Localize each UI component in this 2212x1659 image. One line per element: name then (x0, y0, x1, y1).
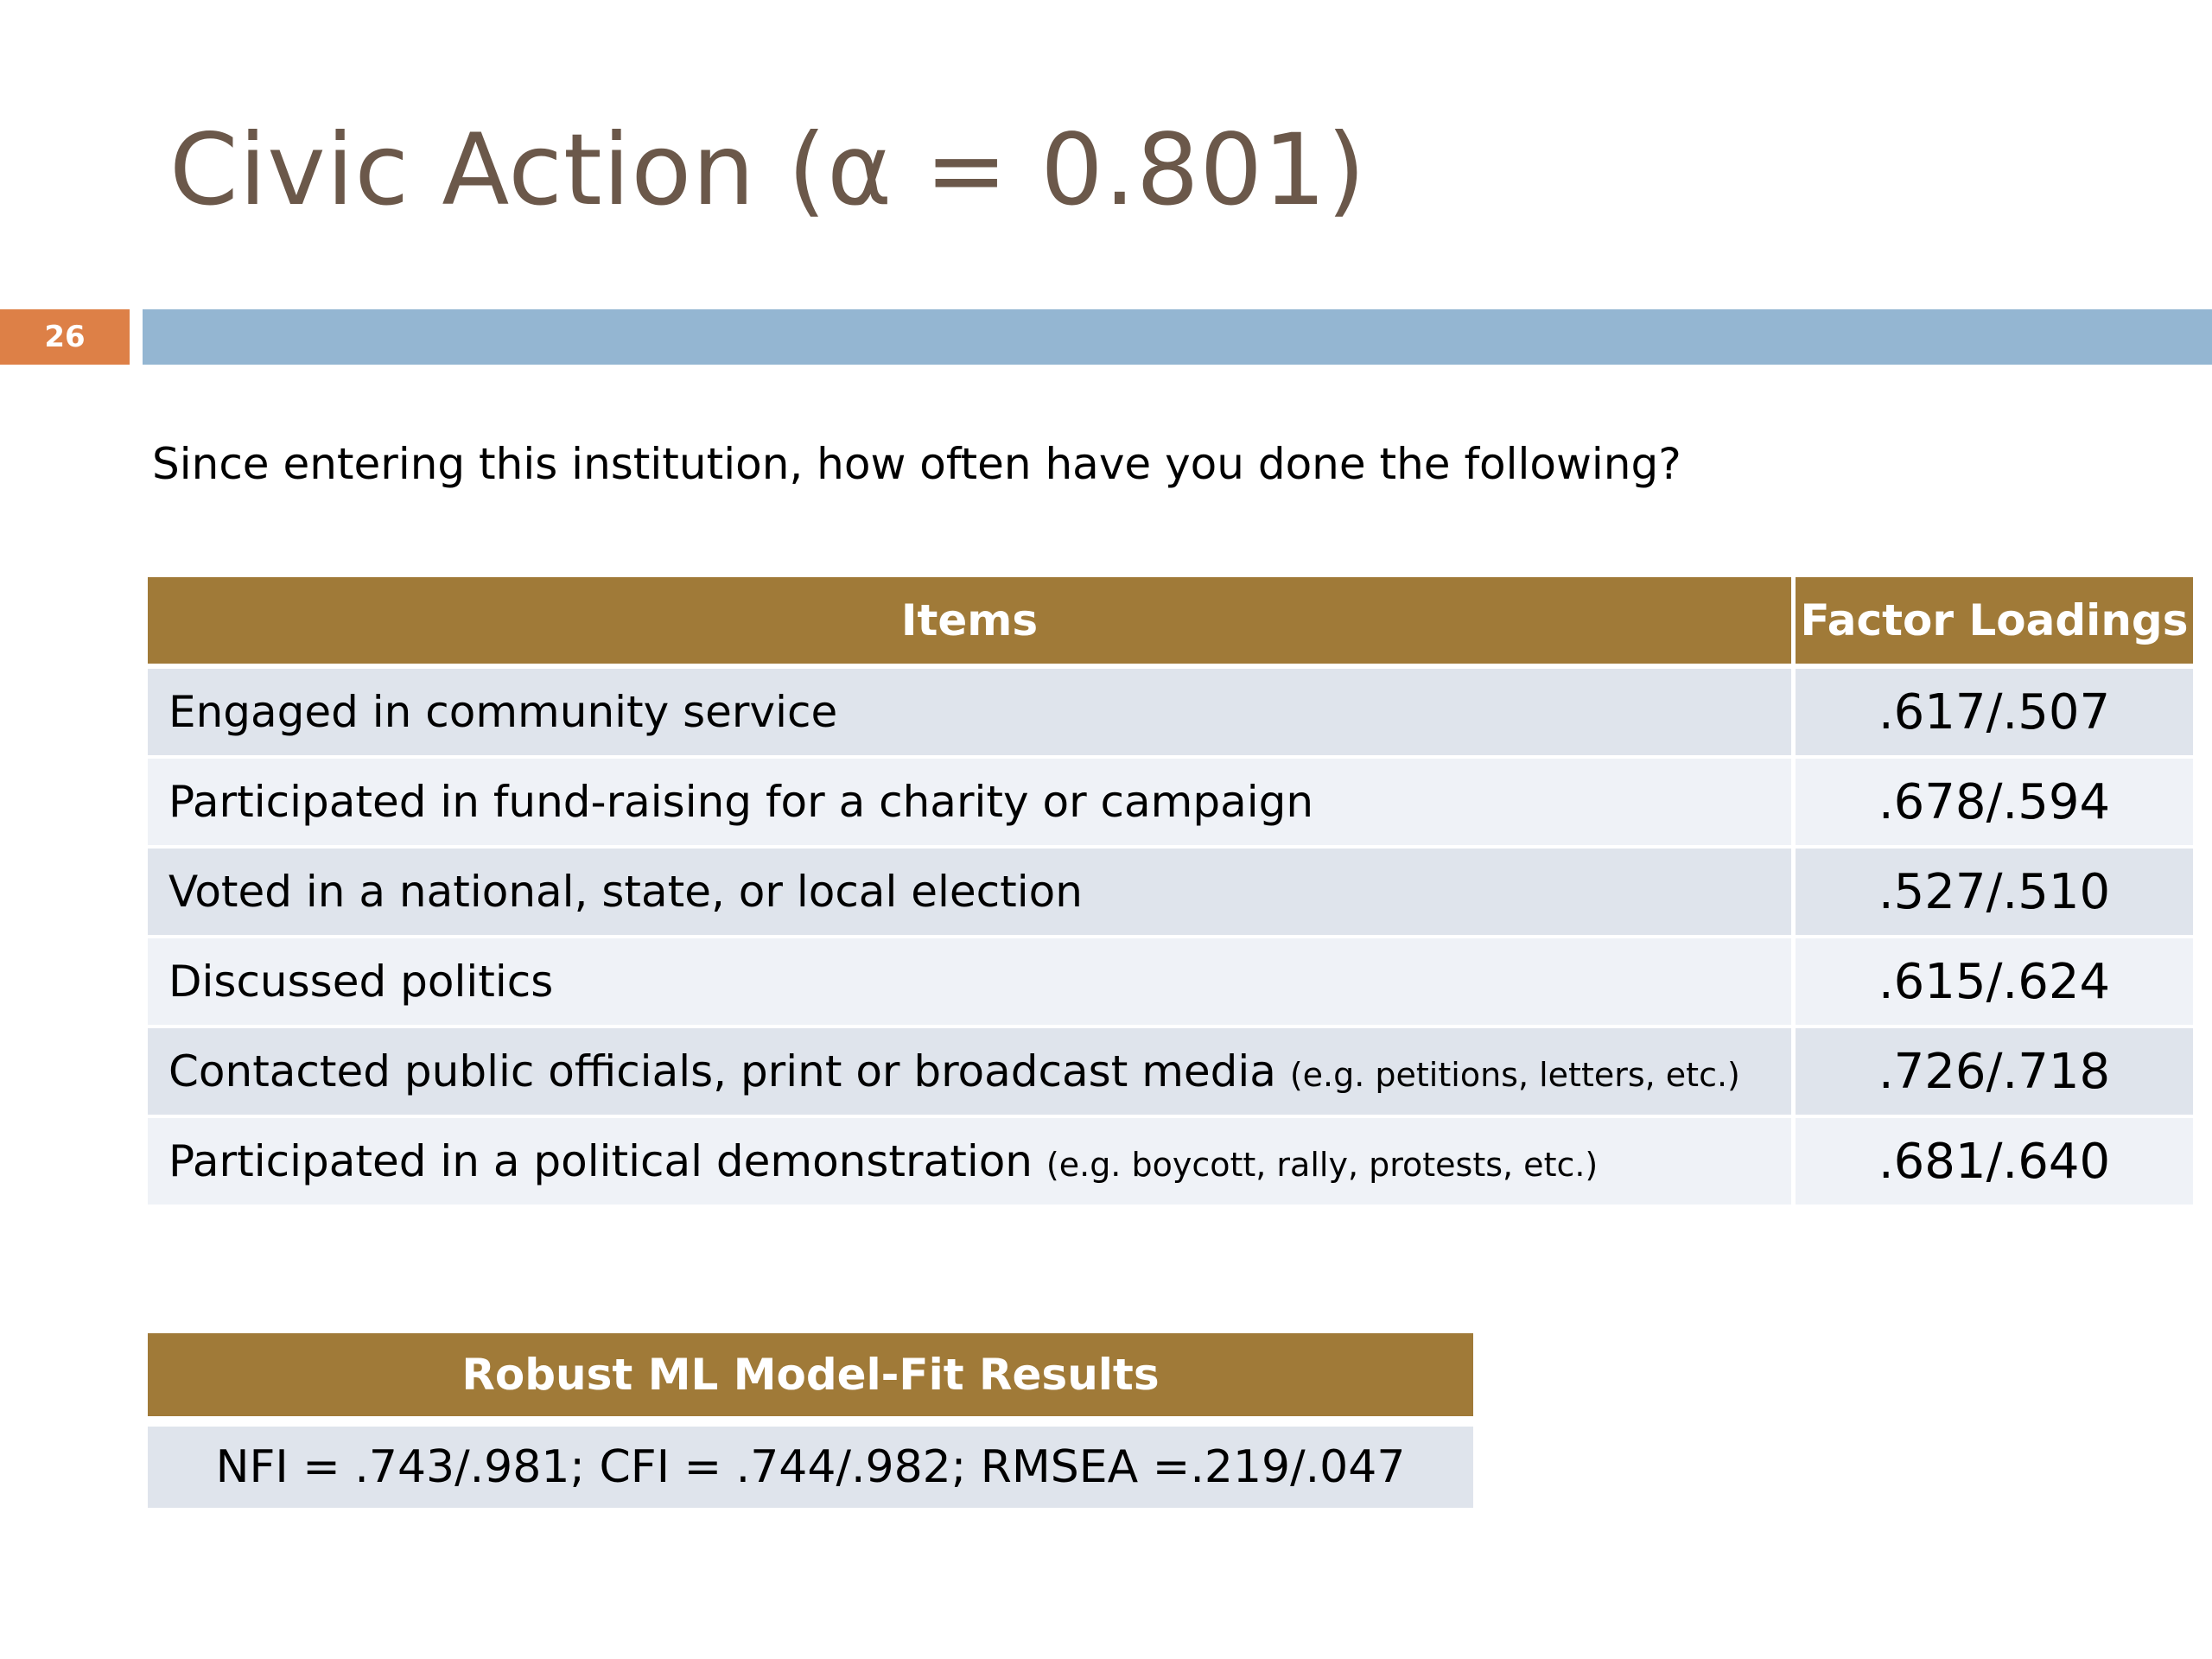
loading-cell: .678/.594 (1796, 759, 2193, 849)
item-text: Participated in a political demonstration (168, 1136, 1033, 1186)
model-fit-row (148, 1427, 1473, 1508)
item-note: (e.g. petitions, letters, etc.) (1289, 1056, 1740, 1094)
loadings-column-header: Factor Loadings (1796, 577, 2193, 669)
item-cell (148, 1028, 1796, 1118)
item-cell (148, 759, 1796, 849)
model-fit-header: Robust ML Model-Fit Results (148, 1333, 1473, 1427)
item-text: Voted in a national, state, or local election (168, 867, 1083, 917)
factor-loadings-table (148, 577, 2193, 1208)
slide-title: Civic Action (α = 0.801) (169, 112, 1367, 227)
item-text: Engaged in community service (168, 687, 838, 737)
item-cell (148, 669, 1796, 759)
item-text: Contacted public officials, print or broadcast media (168, 1046, 1276, 1096)
loading-cell: .681/.640 (1796, 1118, 2193, 1208)
title-rule-bar (143, 309, 2212, 365)
item-note: (e.g. boycott, rally, protests, etc.) (1046, 1146, 1599, 1184)
slide-number-badge: 26 (0, 309, 130, 365)
model-fit-table (148, 1333, 1473, 1508)
table-row (148, 849, 2193, 938)
table-row (148, 669, 2193, 759)
item-cell (148, 938, 1796, 1028)
model-fit-header-row (148, 1333, 1473, 1427)
item-cell (148, 849, 1796, 938)
loading-cell: .617/.507 (1796, 669, 2193, 759)
loading-cell: .726/.718 (1796, 1028, 2193, 1118)
table-header-row (148, 577, 2193, 669)
loading-cell: .527/.510 (1796, 849, 2193, 938)
item-text: Participated in fund-raising for a charity or campaign (168, 777, 1314, 827)
table-row (148, 1028, 2193, 1118)
table-row (148, 1118, 2193, 1208)
table-row (148, 759, 2193, 849)
model-fit-result: NFI = .743/.981; CFI = .744/.982; RMSEA =.219/.047 (148, 1427, 1473, 1508)
loading-cell: .615/.624 (1796, 938, 2193, 1028)
item-cell (148, 1118, 1796, 1208)
survey-prompt: Since entering this institution, how often have you done the following? (152, 439, 1681, 489)
table-row (148, 938, 2193, 1028)
items-column-header: Items (148, 577, 1796, 669)
item-text: Discussed politics (168, 957, 554, 1007)
